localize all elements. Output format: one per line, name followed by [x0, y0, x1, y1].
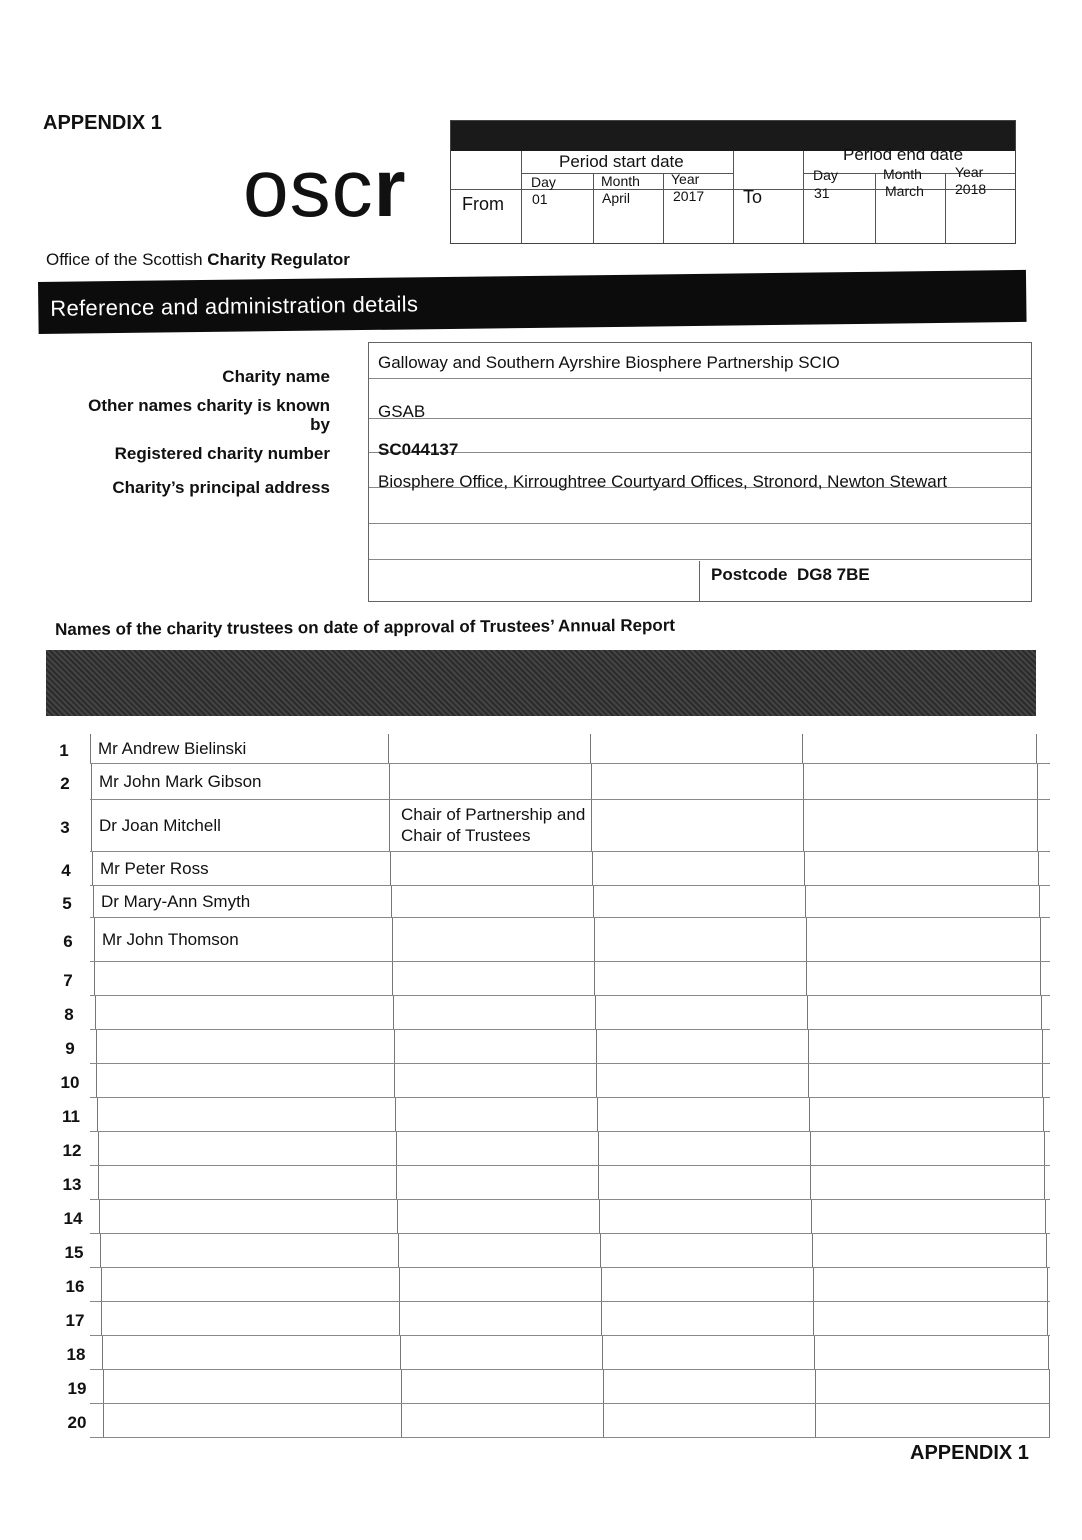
trustee-row-number: 13 [62, 1175, 82, 1194]
trustee-row-number: 1 [59, 741, 69, 760]
trustee-row-number: 11 [62, 1107, 80, 1126]
section-title: Reference and administration details [50, 291, 419, 321]
start-day-value: 01 [532, 191, 548, 207]
trustee-name: Mr John Mark Gibson [99, 772, 262, 791]
trustee-row-number: 3 [60, 818, 70, 837]
end-day-label: Day [813, 167, 838, 183]
other-names-value: GSAB [378, 402, 426, 421]
period-table [450, 120, 1016, 244]
trustee-name: Mr Andrew Bielinski [98, 739, 247, 758]
trustee-row-number: 14 [63, 1209, 83, 1228]
reg-number-value: SC044137 [378, 440, 459, 459]
trustee-row [46, 734, 1050, 764]
trustee-row [46, 1098, 1050, 1132]
postcode-label: Postcode [711, 565, 788, 584]
reg-number-row [369, 418, 1031, 459]
reference-details-box [368, 342, 1032, 602]
trustee-row [46, 1370, 1050, 1404]
trustee-row [46, 1302, 1050, 1336]
period-end-title: Period end date [843, 145, 964, 164]
trustee-row [46, 886, 1050, 918]
end-month-label: Month [883, 166, 922, 182]
trustee-name: Mr Peter Ross [100, 859, 209, 878]
trustee-row [46, 1336, 1050, 1370]
trustee-role: Chair of Partnership and Chair of Trustees [401, 805, 586, 845]
logo-subtitle [46, 250, 350, 270]
charity-name-value: Galloway and Southern Ayrshire Biosphere Partnership SCIO [378, 353, 840, 372]
other-names-label-line2: by [310, 415, 330, 434]
trustee-row [46, 1200, 1050, 1234]
trustee-row-number: 20 [67, 1413, 87, 1432]
start-year-label: Year [671, 171, 700, 187]
trustees-table-header [46, 650, 1036, 716]
postcode-value: DG8 7BE [796, 565, 870, 584]
start-year-value: 2017 [673, 188, 705, 204]
address-line3-row [369, 523, 1031, 560]
trustee-row-number: 12 [62, 1141, 82, 1160]
trustee-row-number: 19 [67, 1379, 87, 1398]
trustee-row-number: 7 [63, 971, 73, 990]
logo-text-bold: r [373, 143, 407, 234]
trustee-row-number: 17 [65, 1311, 85, 1330]
trustee-row-number: 9 [65, 1039, 75, 1058]
address-label: Charity’s principal address [112, 478, 330, 497]
trustee-row [46, 1166, 1050, 1200]
logo-subtitle-plain: Office of the Scottish [46, 250, 208, 269]
trustee-row-number: 18 [66, 1345, 86, 1364]
trustee-name: Mr John Thomson [102, 930, 239, 949]
end-month-value: March [885, 183, 924, 199]
charity-name-row [369, 343, 1031, 379]
trustees-title: Names of the charity trustees on date of approval of Trustees’ Annual Report [55, 615, 676, 639]
oscr-logo [243, 143, 407, 234]
appendix-label-bottom: APPENDIX 1 [910, 1442, 1029, 1464]
trustee-name: Dr Joan Mitchell [99, 816, 221, 835]
trustee-row [46, 800, 1050, 852]
trustee-row [46, 1404, 1050, 1438]
logo-text-light: osc [243, 143, 374, 234]
trustee-row-number: 16 [65, 1277, 85, 1296]
other-names-label-line1: Other names charity is known [88, 396, 330, 415]
trustee-row-number: 4 [61, 861, 71, 880]
charity-name-label: Charity name [222, 367, 330, 386]
other-names-row [369, 378, 1031, 419]
start-month-value: April [602, 190, 631, 206]
address-line1-value: Biosphere Office, Kirroughtree Courtyard Offices, Stronord, Newton Stewart [378, 472, 948, 491]
trustee-row [46, 962, 1050, 996]
trustee-row [46, 764, 1050, 800]
reg-number-label: Registered charity number [114, 444, 330, 463]
address-line2-row [369, 487, 1031, 524]
start-month-label: Month [601, 173, 640, 189]
trustee-row [46, 1234, 1050, 1268]
end-year-value: 2018 [955, 181, 987, 197]
to-label: To [743, 187, 763, 207]
start-day-label: Day [531, 174, 556, 190]
logo-subtitle-bold: Charity Regulator [207, 250, 350, 269]
address-line1-row [369, 452, 1031, 491]
trustee-row-number: 8 [64, 1005, 74, 1024]
trustee-name: Dr Mary-Ann Smyth [101, 892, 251, 911]
trustee-row [46, 1268, 1050, 1302]
trustee-row-number: 15 [64, 1243, 84, 1262]
trustee-row [46, 1132, 1050, 1166]
trustee-row [46, 918, 1050, 962]
end-day-value: 31 [814, 185, 830, 201]
trustee-row-number: 6 [63, 932, 73, 951]
trustee-row-number: 10 [60, 1073, 80, 1092]
postcode [711, 565, 870, 585]
end-year-label: Year [955, 164, 984, 180]
section-header [38, 270, 1027, 334]
trustee-row-number: 2 [60, 774, 70, 793]
trustee-row [46, 1030, 1050, 1064]
trustee-row-number: 5 [62, 894, 72, 913]
from-label: From [462, 194, 504, 214]
postcode-divider [699, 561, 700, 601]
appendix-label-top: APPENDIX 1 [43, 112, 162, 134]
trustee-row [46, 996, 1050, 1030]
trustee-row [46, 852, 1050, 886]
period-start-title: Period start date [559, 152, 684, 171]
trustee-row [46, 1064, 1050, 1098]
